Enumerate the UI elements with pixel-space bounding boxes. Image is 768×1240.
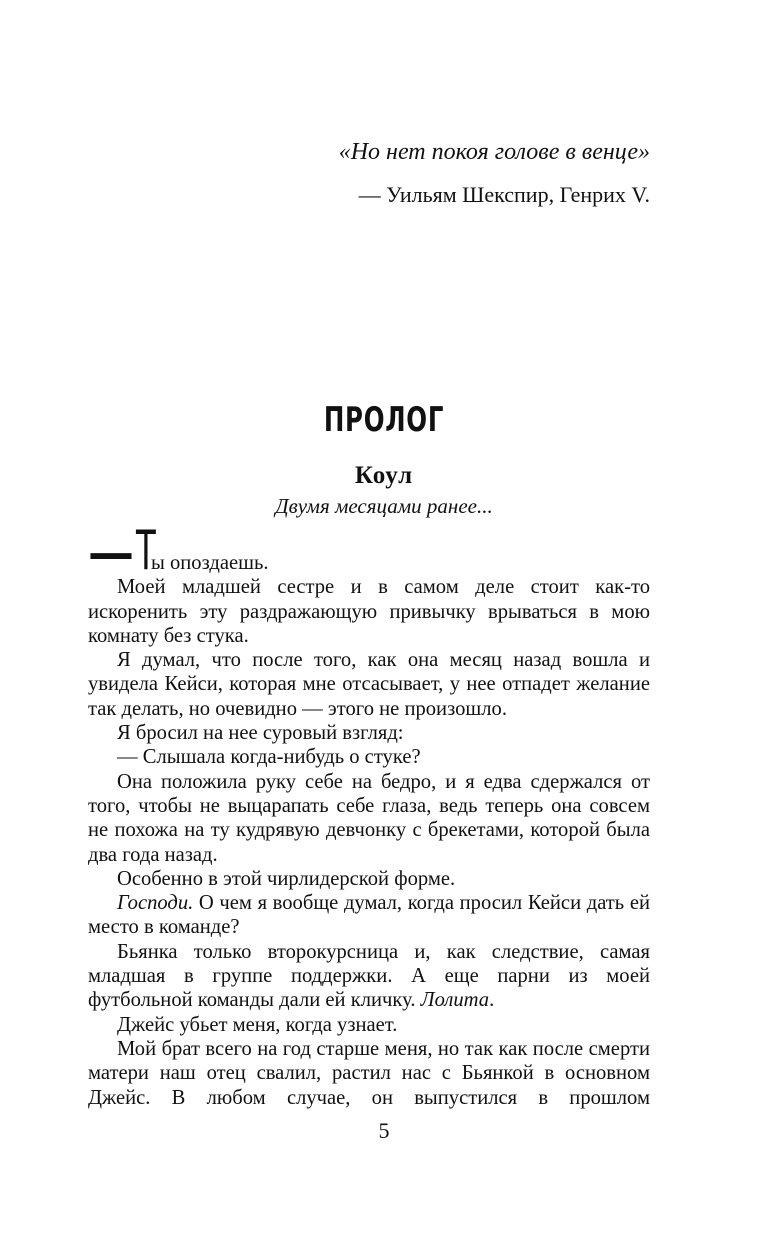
epigraph-quote: «Но нет покоя голове в венце» — [338, 139, 650, 165]
italic-exclamation: Господи. — [117, 892, 194, 915]
epigraph-attribution: — Уильям Шекспир, Генрих V. — [358, 182, 650, 207]
paragraph: Я бросил на нее суровый взгляд: — [117, 722, 404, 745]
nickname: Лолита — [420, 989, 490, 1012]
paragraph: Особенно в этой чирлидерской форме. — [117, 867, 456, 890]
paragraph: Моей младшей сестре и в самом деле стоит как-то искоренить эту раздражающую привычку врываться в мою комнату без стука. — [88, 576, 650, 647]
chapter-time: Двумя месяцами ранее... — [275, 494, 493, 518]
paragraph: Она положила руку себе на бедро, и я едва сдержался от того, чтобы не выцарапать себе глаза, ведь теперь она совсем не похожа на ту кудрявую девчонку с брекетами, которой была два года назад. — [88, 770, 650, 866]
paragraph-end: . — [489, 989, 495, 1012]
paragraph: Я думал, что после того, как она месяц назад вошла и увидела Кейси, которая мне отсасывает, у нее отпадет желание так делать, но очевидно — этого не произошло. — [88, 649, 650, 720]
body-text — [88, 519, 650, 1110]
opening-dash: — — [88, 526, 134, 580]
chapter-title: ПРОЛОГ — [323, 400, 445, 440]
paragraph — [88, 891, 650, 940]
paragraph-text: Бьянка только второкурсница и, как следствие, самая младшая в группе поддержки. А еще парни из моей футбольной команды дали ей кличку. — [88, 940, 650, 1012]
opening-paragraph — [88, 519, 650, 582]
paragraph: Мой брат всего на год старше меня, но так как после смерти матери наш отец свалил, растил нас с Бьянкой в основном Джейс. В любом случае, он выпустился в прошлом — [88, 1037, 650, 1109]
page-number: 5 — [378, 1118, 390, 1143]
dialogue-line: — Слышала когда-нибудь о стуке? — [117, 746, 421, 769]
paragraph — [88, 940, 650, 1013]
epigraph — [339, 136, 650, 210]
paragraph-text: О чем я вообще думал, когда просил Кейси дать ей место в команде? — [88, 892, 650, 939]
drop-cap: Т — [136, 519, 156, 582]
paragraph: Джейс убьет меня, когда узнает. — [117, 1013, 398, 1036]
chapter-pov: Коул — [354, 462, 414, 489]
opening-text: ы опоздаешь. — [151, 552, 269, 574]
